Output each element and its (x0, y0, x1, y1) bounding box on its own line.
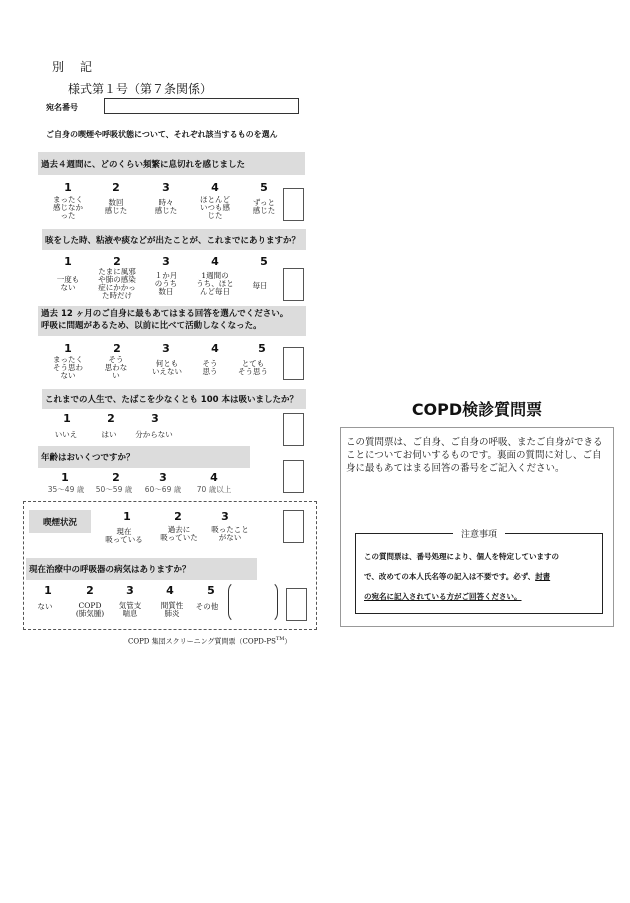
q3-answer-box[interactable] (283, 347, 304, 380)
q5-option-4-number: 4 (210, 471, 218, 484)
q1-option-5-number: 5 (260, 181, 268, 194)
notice-line-2-underlined: 封書 (535, 572, 551, 581)
smoking-status-label: 喫煙状況 (29, 510, 91, 533)
q3-option-1-number: 1 (64, 342, 72, 355)
disease-answer-box[interactable] (286, 588, 307, 621)
smoking-option-2-label: 過去に 吸っていた (160, 525, 198, 542)
disease-option-4-number: 4 (166, 584, 174, 597)
disease-option-5-label: その他 (195, 602, 219, 611)
q2-option-5-number: 5 (260, 255, 268, 268)
q3-question-line-2: 呼吸に問題があるため、以前に比べて活動しなくなった。 (41, 321, 262, 331)
q5-option-1-label: 35～49 歳 (47, 485, 85, 494)
q3-option-2-number: 2 (113, 342, 121, 355)
q2-option-4-number: 4 (211, 255, 219, 268)
disease-option-1-number: 1 (44, 584, 52, 597)
intro-text: この質問票は、ご自身、ご自身の呼吸、またご自身ができることについてお伺いするものです。裏面の質問に対し、ご自身に最もあてはまる回答の番号をご記入ください。 (346, 437, 603, 474)
q2-option-2-number: 2 (113, 255, 121, 268)
q3-option-2-label: そう 思わな い (104, 355, 128, 380)
q5-option-4-label: 70 歳以上 (196, 485, 232, 494)
smoking-option-3-number: 3 (221, 510, 229, 523)
q3-option-3-label: 何とも いえない (152, 359, 182, 376)
footer-text: COPD 集団スクリーニング質問票（COPD-PS (128, 637, 276, 646)
q1-option-3-number: 3 (162, 181, 170, 194)
footer-trademark: TM (275, 636, 285, 642)
disease-option-5-number: 5 (207, 584, 215, 597)
q1-question: 過去４週間に、どのくらい頻繁に息切れを感じました (38, 152, 305, 175)
q4-question: これまでの人生で、たばこを少なくとも 100 本は吸いましたか？ (42, 389, 306, 409)
smoking-option-2-number: 2 (174, 510, 182, 523)
smoking-option-3-label: 吸ったこと がない (211, 525, 249, 542)
q3-option-5-label: とても そう思う (238, 359, 268, 376)
q5-option-2-label: 50～59 歳 (95, 485, 133, 494)
q4-option-2-number: 2 (107, 412, 115, 425)
q4-answer-box[interactable] (283, 413, 304, 446)
disease-question: 現在治療中の呼吸器の病気はありますか？ (26, 558, 257, 580)
q5-answer-box[interactable] (283, 460, 304, 493)
q2-option-5-label: 毎日 (252, 281, 268, 290)
recipient-number-field[interactable] (104, 98, 299, 114)
q4-option-3-label: 分からない (135, 430, 173, 439)
notice-line-2-text: で、改めての本人氏名等の記入は不要です。必ず、 (364, 572, 536, 581)
q1-option-4-number: 4 (211, 181, 219, 194)
q2-option-1-label: 一度も ない (56, 275, 80, 292)
q1-option-1-label: まったく 感じなか った (53, 195, 83, 220)
q3-option-4-label: そう 思う (202, 359, 218, 376)
disease-option-1-label: ない (37, 602, 53, 611)
footer-close: ） (284, 637, 292, 646)
q3-option-5-number: 5 (258, 342, 266, 355)
q5-option-3-label: 60～69 歳 (144, 485, 182, 494)
q5-option-3-number: 3 (159, 471, 167, 484)
disease-option-2-number: 2 (86, 584, 94, 597)
q2-option-3-number: 3 (162, 255, 170, 268)
q3-question-line-1: 過去 12 ヶ月のご自身に最もあてはまる回答を選んでください。 (41, 309, 289, 319)
notice-title (355, 527, 603, 540)
notice-line-3: の宛名に記入されている方がご回答ください。 (364, 592, 522, 601)
questionnaire-title: COPD検診質問票 (411, 400, 543, 419)
q5-option-1-number: 1 (61, 471, 69, 484)
disease-option-3-number: 3 (126, 584, 134, 597)
disease-option-3-label: 気管支 喘息 (118, 601, 142, 618)
q2-answer-box[interactable] (283, 268, 304, 301)
q3-option-3-number: 3 (162, 342, 170, 355)
q3-question (38, 306, 306, 336)
q1-option-4-label: ほとんど いつも感 じた (200, 195, 230, 220)
other-disease-field[interactable] (228, 581, 278, 623)
q1-answer-box[interactable] (283, 188, 304, 221)
smoking-answer-box[interactable] (283, 510, 304, 543)
q2-question: 咳をした時、粘液や痰などが出たことが、これまでにありますか？ (42, 229, 306, 250)
q1-option-2-label: 数回 感じた (104, 198, 128, 215)
form-footer (128, 636, 291, 646)
q2-option-1-number: 1 (64, 255, 72, 268)
disease-option-2-label: COPD (肺気腫) (75, 601, 105, 618)
disease-option-4-label: 間質性 肺炎 (160, 601, 184, 618)
notice-line-1: この質問票は、番号処理により、個人を特定していますの (364, 552, 559, 561)
q4-option-3-number: 3 (151, 412, 159, 425)
q2-option-2-label: たまに風邪 や肺の感染 症にかかっ た時だけ (98, 267, 136, 300)
q3-option-4-number: 4 (211, 342, 219, 355)
q4-option-1-label: いいえ (54, 430, 78, 439)
notice-line-2 (364, 567, 600, 587)
q4-option-2-label: はい (101, 430, 117, 439)
recipient-number-label: 宛名番号 (46, 103, 78, 112)
q1-option-5-label: ずっと 感じた (252, 198, 276, 215)
q1-option-2-number: 2 (112, 181, 120, 194)
q1-option-3-label: 時々 感じた (154, 198, 178, 215)
form-number: 様式第１号（第７条関係） (68, 82, 213, 96)
q2-option-3-label: １か月 のうち 数日 (154, 271, 178, 296)
q5-question: 年齢はおいくつですか？ (38, 446, 250, 468)
q5-option-2-number: 2 (112, 471, 120, 484)
q3-option-1-label: まったく そう思わ ない (53, 355, 83, 380)
annex-label: 別 記 (52, 60, 95, 74)
smoking-option-1-number: 1 (123, 510, 131, 523)
smoking-option-1-label: 現在 吸っている (105, 527, 143, 544)
notice-body (364, 547, 600, 607)
q1-option-1-number: 1 (64, 181, 72, 194)
q2-option-4-label: 1週間の うち、ほと んど毎日 (196, 271, 234, 296)
instruction-text: ご自身の喫煙や呼吸状態について、それぞれ該当するものを選ん (46, 130, 278, 139)
q4-option-1-number: 1 (63, 412, 71, 425)
notice-title-text: 注意事項 (453, 530, 505, 540)
